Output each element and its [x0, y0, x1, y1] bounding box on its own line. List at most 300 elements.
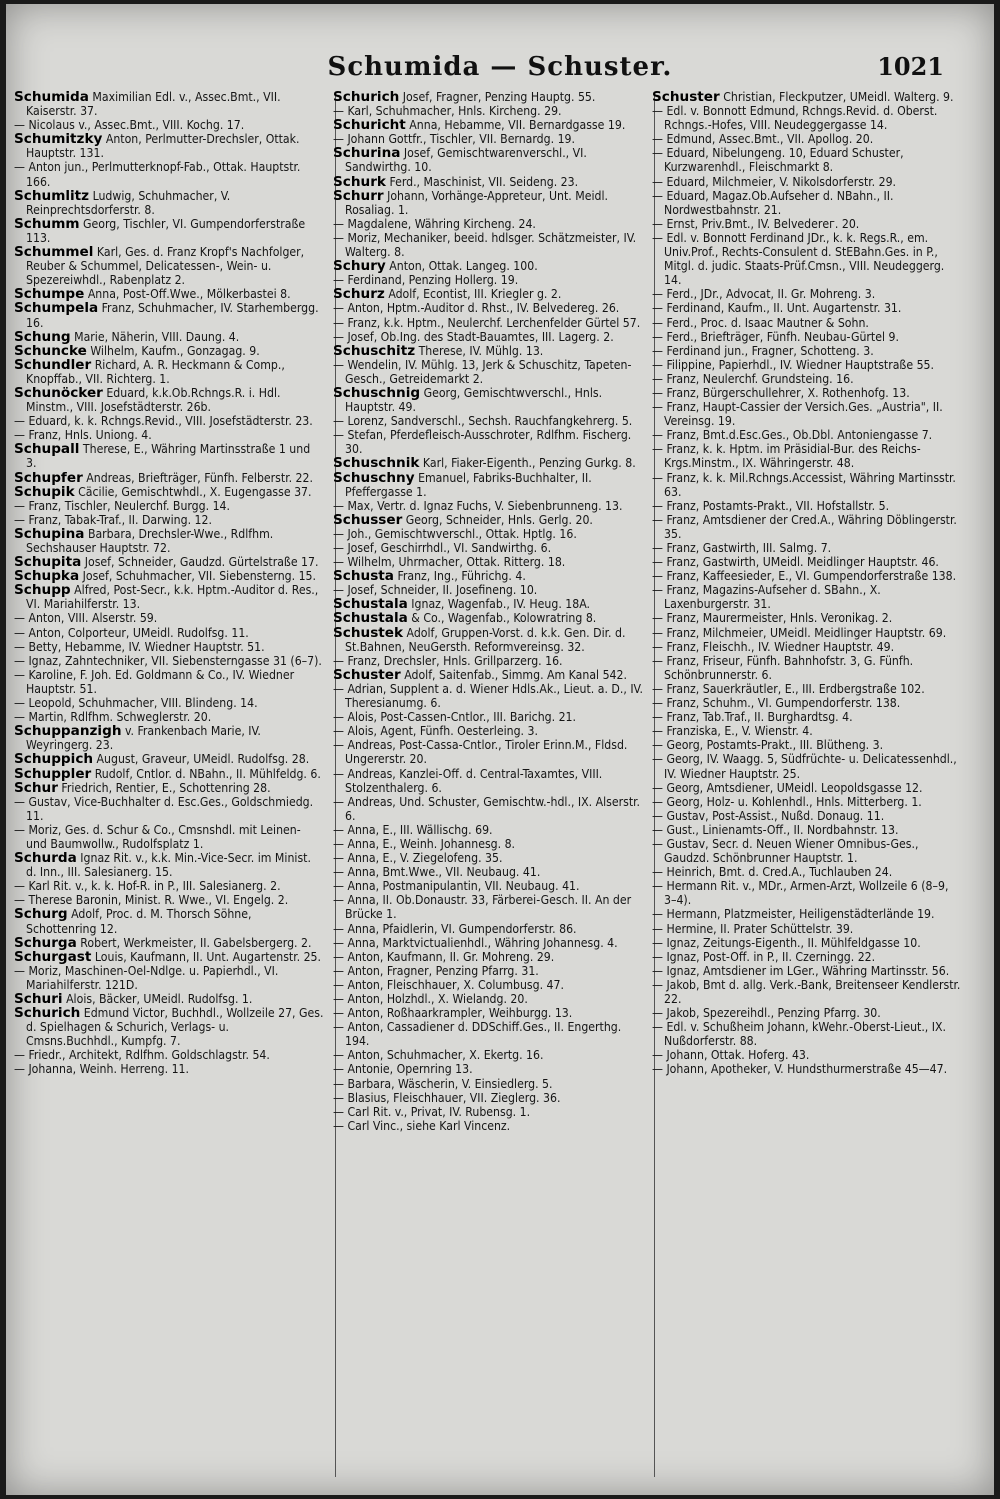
directory-entry [333, 217, 643, 231]
entry-text: Georg, Gemischtwverschl., Hnls. Hauptstr. 49. [345, 385, 603, 415]
entry-text: — Eduard, Milchmeier, V. Nikolsdorferstr. 29. [652, 174, 897, 189]
entry-text: — Franz, k.k. Hptm., Neulerchf. Lerchenfelder Gürtel 57. [333, 315, 641, 330]
directory-entry [14, 217, 324, 245]
entry-surname: Schupina [14, 525, 85, 542]
directory-entry [333, 513, 643, 527]
entry-surname: Schuschnik [333, 455, 420, 472]
directory-entry [333, 724, 643, 738]
directory-entry [333, 456, 643, 470]
directory-entry [652, 344, 962, 358]
directory-entry [652, 795, 962, 809]
entry-text: — Adrian, Supplent a. d. Wiener Hdls.Ak., Lieut. a. D., IV. Theresianumg. 6. [333, 681, 643, 711]
directory-entry [333, 738, 643, 766]
entry-text: — Friedr., Architekt, Rdlfhm. Goldschlagstr. 54. [14, 1048, 270, 1063]
entry-text: — Andreas, Post-Cassa-Cntlor., Tiroler Erinn.M., Fldsd. Ungererstr. 20. [333, 738, 628, 767]
directory-entry [14, 710, 324, 724]
entry-text: Christian, Fleckputzer, UMeidl. Walterg. 9. [723, 90, 954, 104]
page-number: 1021 [877, 52, 944, 81]
directory-entry [652, 175, 962, 189]
entry-surname: Schurina [333, 145, 401, 162]
entry-surname: Schusser [333, 511, 403, 528]
directory-entry [652, 189, 962, 217]
directory-entry [652, 696, 962, 710]
entry-text: — Hermann, Platzmeister, Heiligenstädterlände 19. [652, 907, 935, 922]
entry-text: — Stefan, Pferdefleisch-Ausschroter, Rdlfhm. Fischerg. 30. [333, 428, 632, 457]
entry-text: — Franz, Schuhm., VI. Gumpendorferstr. 138. [652, 696, 901, 711]
entry-text: — Franz, Hnls. Uniong. 4. [14, 428, 152, 443]
directory-entry [14, 696, 324, 710]
directory-entry [14, 428, 324, 442]
directory-entry [652, 950, 962, 964]
directory-entry [14, 851, 324, 879]
entry-text: — Antonie, Opernring 13. [333, 1062, 473, 1077]
directory-entry [14, 964, 324, 992]
entry-text: — Anton jun., Perlmutterknopf-Fab., Ottak. Hauptstr. 166. [14, 160, 301, 189]
directory-entry [333, 767, 643, 795]
column-2 [333, 90, 643, 1480]
entry-text: Adolf, Proc. d. M. Thorsch Söhne, Schottenring 12. [26, 907, 252, 936]
directory-entry [333, 865, 643, 879]
entry-text: — Anna, Postmanipulantin, VII. Neubaug. 41. [333, 879, 580, 894]
directory-entry [652, 611, 962, 625]
entry-text: — Josef, Schneider, II. Josefineng. 10. [333, 583, 538, 598]
entry-text: — Anna, Bmt.Wwe., VII. Neubaug. 41. [333, 865, 541, 880]
directory-entry [652, 555, 962, 569]
entry-text: — Georg, Amtsdiener, UMeidl. Leopoldsgasse 12. [652, 780, 923, 795]
entry-text: — Anton, Colporteur, UMeidl. Rudolfsg. 11. [14, 625, 249, 640]
directory-entry [14, 879, 324, 893]
directory-entry [652, 301, 962, 315]
directory-entry [333, 1062, 643, 1076]
entry-text: Marie, Näherin, VIII. Daung. 4. [74, 329, 240, 344]
entry-surname: Schumlitz [14, 187, 90, 204]
directory-entry [652, 231, 962, 287]
entry-text: August, Graveur, UMeidl. Rudolfsg. 28. [96, 752, 310, 767]
directory-entry [333, 893, 643, 921]
entry-text: Cäcilie, Gemischtwhdl., X. Eugengasse 37. [78, 484, 312, 499]
entry-surname: Schuri [14, 991, 63, 1007]
directory-entry [14, 893, 324, 907]
entry-text: — Moriz, Maschinen-Oel-Ndlge. u. Papierhdl., VI. Mariahilferstr. 121D. [14, 963, 279, 992]
directory-entry [652, 710, 962, 724]
entry-surname: Schuppanzigh [14, 723, 122, 740]
directory-entry [652, 823, 962, 837]
directory-entry [14, 189, 324, 217]
directory-entry [14, 414, 324, 428]
directory-entry [14, 555, 324, 569]
entry-text: — Anton, Holzhdl., X. Wielandg. 20. [333, 992, 528, 1006]
entry-text: — Edl. v. Bonnott Edmund, Rchngs.Revid. d. Oberst. Rchngs.-Hofes, VIII. Neudeggergasse 14. [652, 104, 938, 133]
entry-text: Georg, Schneider, Hnls. Gerlg. 20. [405, 512, 593, 527]
directory-entry [652, 724, 962, 738]
directory-entry [652, 132, 962, 146]
entry-text: — Edl. v. Bonnott Ferdinand JDr., k. k. Regs.R., em. Univ.Prof., Rechts-Consulent d. StEBahn.Ges. in P., Mitgl. d. judic. Staats-Prüf.Cmsn., VIII. Neudeggerg. 14. [652, 230, 945, 288]
directory-entry [333, 132, 643, 146]
entry-surname: Schuster [333, 666, 401, 683]
entry-text: — Lorenz, Sandverschl., Sechsh. Rauchfangkehrerg. 5. [333, 414, 633, 429]
entry-surname: Schustala [333, 610, 408, 627]
entry-text: — Carl Rit. v., Privat, IV. Rubensg. 1. [333, 1104, 531, 1119]
entry-text: — Jakob, Bmt d. allg. Verk.-Bank, Breitenseer Kendlerstr. 22. [652, 977, 961, 1006]
directory-entry [14, 781, 324, 795]
directory-entry [333, 950, 643, 964]
directory-entry [14, 611, 324, 625]
entry-text: — Leopold, Schuhmacher, VIII. Blindeng. 14. [14, 696, 258, 711]
directory-entry [14, 767, 324, 781]
entry-text: — Franz, k. k. Mil.Rchngs.Accessist, Währing Martinsstr. 63. [652, 470, 956, 499]
entry-text: Richard, A. R. Heckmann & Comp., Knopffab., VII. Richterg. 1. [26, 357, 285, 386]
entry-text: Georg, Tischler, VI. Gumpendorferstraße 113. [26, 216, 306, 245]
entry-text: & Co., Wagenfab., Kolowratring 8. [411, 611, 597, 626]
directory-entry [333, 710, 643, 724]
entry-surname: Schupita [14, 554, 82, 571]
directory-entry [14, 287, 324, 301]
directory-entry [333, 273, 643, 287]
entry-text: Maximilian Edl. v., Assec.Bmt., VII. Kaiserstr. 37. [26, 90, 281, 119]
directory-entry [333, 541, 643, 555]
directory-entry [652, 865, 962, 879]
entry-text: — Johann Gottfr., Tischler, VII. Bernardg. 19. [333, 132, 576, 147]
entry-text: — Ignaz, Amtsdiener im LGer., Währing Martinsstr. 56. [652, 963, 950, 978]
directory-entry [652, 1048, 962, 1062]
directory-entry [14, 907, 324, 935]
directory-entry [652, 626, 962, 640]
entry-text: — Franz, Magazins-Aufseher d. SBahn., X. Laxenburgerstr. 31. [652, 583, 881, 612]
directory-entry [333, 287, 643, 301]
entry-text: — Anna, II. Ob.Donaustr. 33, Färberei-Gesch. II. An der Brücke 1. [333, 893, 632, 922]
directory-entry [333, 1119, 643, 1133]
entry-text: — Anna, Pfaidlerin, VI. Gumpendorferstr. 86. [333, 921, 577, 936]
directory-entry [652, 738, 962, 752]
entry-surname: Schurga [14, 934, 77, 951]
directory-entry [333, 668, 643, 682]
entry-text: Rudolf, Cntlor. d. NBahn., II. Mühlfeldg. 6. [94, 766, 321, 781]
directory-entry [652, 104, 962, 132]
entry-surname: Schuppich [14, 751, 94, 768]
entry-text: — Magdalene, Währing Kircheng. 24. [333, 216, 536, 231]
directory-entry [14, 654, 324, 668]
entry-surname: Schumitzky [14, 131, 103, 148]
directory-entry [652, 752, 962, 780]
entry-text: — Therese Baronin, Minist. R. Wwe., VI. Engelg. 2. [14, 893, 289, 908]
directory-entry [14, 936, 324, 950]
entry-text: — Ignaz, Zahntechniker, VII. Siebensterngasse 31 (6–7). [14, 653, 322, 668]
directory-entry [333, 795, 643, 823]
directory-entry [14, 132, 324, 160]
directory-entry [333, 499, 643, 513]
directory-entry [333, 104, 643, 118]
entry-surname: Schumida [14, 90, 89, 105]
entry-text: — Franziska, E., V. Wienstr. 4. [652, 724, 813, 739]
directory-entry [333, 189, 643, 217]
entry-text: Louis, Kaufmann, II. Unt. Augartenstr. 25. [94, 949, 322, 964]
directory-entry [333, 471, 643, 499]
entry-text: — Anna, E., Weinh. Johannesg. 8. [333, 836, 516, 851]
entry-surname: Schumm [14, 215, 80, 232]
entry-text: — Ferdinand jun., Fragner, Schotteng. 3. [652, 343, 874, 358]
entry-text: — Anton, VIII. Alserstr. 59. [14, 611, 158, 626]
entry-text: — Moriz, Ges. d. Schur & Co., Cmsnshdl. mit Leinen- und Baumwollw., Rudolfsplatz 1. [14, 822, 301, 851]
entry-text: — Franz, Fleischh., IV. Wiedner Hauptstr. 49. [652, 639, 895, 654]
directory-entry [652, 879, 962, 907]
directory-entry [14, 330, 324, 344]
entry-text: Adolf, Gruppen-Vorst. d. k.k. Gen. Dir. d. St.Bahnen, NeuGersth. Reformvereinsg. 32. [345, 625, 626, 654]
directory-entry [652, 1062, 962, 1076]
entry-text: Therese, E., Währing Martinsstraße 1 und 3. [26, 442, 311, 471]
entry-surname: Schupfer [14, 469, 83, 486]
entry-surname: Schupall [14, 441, 80, 458]
entry-text: — Carl Vinc., siehe Karl Vincenz. [333, 1118, 511, 1133]
entry-text: — Max, Vertr. d. Ignaz Fuchs, V. Siebenbrunneng. 13. [333, 498, 623, 513]
entry-text: — Hermine, II. Prater Schüttelstr. 39. [652, 921, 854, 936]
directory-entry [652, 1006, 962, 1020]
entry-text: — Nicolaus v., Assec.Bmt., VIII. Kochg. 17. [14, 118, 245, 133]
entry-surname: Schurg [14, 906, 68, 923]
entry-text: — Franz, Amtsdiener der Cred.A., Währing Döblingerstr. 35. [652, 512, 957, 541]
entry-text: Friedrich, Rentier, E., Schottenring 28. [61, 780, 271, 795]
entry-text: — Franz, Gastwirth, III. Salmg. 7. [652, 541, 832, 555]
directory-entry [333, 118, 643, 132]
directory-entry [652, 654, 962, 682]
entry-text: Ignaz Rit. v., k.k. Min.-Vice-Secr. im Minist. d. Inn., III. Salesianerg. 15. [26, 851, 311, 880]
directory-entry [652, 400, 962, 428]
entry-text: Alfred, Post-Secr., k.k. Hptm.-Auditor d. Res., VI. Mariahilferstr. 13. [26, 583, 319, 612]
directory-entry [14, 950, 324, 964]
entry-text: — Johann, Apotheker, V. Hundsthurmerstraße 45—47. [652, 1062, 948, 1077]
directory-entry [14, 1006, 324, 1048]
directory-entry [652, 372, 962, 386]
entry-surname: Schuncke [14, 342, 87, 359]
entry-text: — Anton, Hptm.-Auditor d. Rhst., IV. Belvedereg. 26. [333, 301, 620, 316]
entry-text: — Wilhelm, Uhrmacher, Ottak. Ritterg. 18. [333, 555, 566, 570]
directory-entry [14, 485, 324, 499]
entry-text: — Karl Rit. v., k. k. Hof-R. in P., III. Salesianerg. 2. [14, 879, 281, 894]
entry-text: Josef, Schuhmacher, VII. Siebensterng. 15. [82, 569, 316, 584]
entry-text: — Georg, Postamts-Prakt., III. Blütheng. 3. [652, 738, 884, 753]
directory-entry [14, 795, 324, 823]
entry-surname: Schuster [652, 90, 720, 105]
directory-entry [333, 555, 643, 569]
directory-entry [14, 358, 324, 386]
entry-text: Josef, Fragner, Penzing Hauptg. 55. [402, 90, 596, 104]
entry-text: — Blasius, Fleischhauer, VII. Zieglerg. 36. [333, 1090, 561, 1105]
directory-entry [652, 428, 962, 442]
directory-entry [14, 724, 324, 752]
entry-surname: Schurr [333, 187, 384, 204]
directory-entry [652, 541, 962, 555]
directory-entry [333, 851, 643, 865]
directory-entry [333, 344, 643, 358]
entry-surname: Schuricht [333, 117, 406, 134]
entry-text: Karl, Fiaker-Eigenth., Penzing Gurkg. 8. [422, 456, 636, 471]
directory-entry [652, 1020, 962, 1048]
entry-text: — Georg, IV. Waagg. 5, Südfrüchte- u. Delicatessenhdl., IV. Wiedner Hauptstr. 25. [652, 752, 957, 781]
entry-text: — Anna, E., III. Wällischg. 69. [333, 822, 493, 837]
entry-text: — Franz, Gastwirth, UMeidl. Meidlinger Hauptstr. 46. [652, 555, 939, 570]
directory-entry [652, 964, 962, 978]
entry-surname: Schupik [14, 483, 75, 500]
entry-text: — Ernst, Priv.Bmt., IV. Belvederег. 20. [652, 216, 860, 231]
directory-entry [14, 386, 324, 414]
directory-entry [333, 569, 643, 583]
entry-text: — Filippine, Papierhdl., IV. Wiedner Hauptstraße 55. [652, 357, 934, 372]
entry-surname: Schummel [14, 244, 94, 261]
directory-entry [652, 837, 962, 865]
entry-text: Edmund Victor, Buchhdl., Wollzeile 27, Ges. d. Spielhagen & Schurich, Verlags- u. Cmsns.Buchhdl., Kumpfg. 7. [26, 1006, 324, 1049]
entry-text: — Anton, Schuhmacher, X. Ekertg. 16. [333, 1048, 544, 1063]
entry-text: — Ferdinand, Kaufm., II. Unt. Augartenstr. 31. [652, 301, 902, 316]
entry-text: — Georg, Holz- u. Kohlenhdl., Hnls. Mitterberg. 1. [652, 794, 922, 809]
entry-surname: Schurk [333, 173, 386, 190]
directory-entry [652, 583, 962, 611]
directory-entry [652, 471, 962, 499]
entry-text: — Gustav, Secr. d. Neuen Wiener Omnibus-Ges., Gaudzd. Schönbrunner Hauptstr. 1. [652, 836, 919, 866]
entry-text: — Franz, Tabak-Traf., II. Darwing. 12. [14, 512, 212, 527]
entry-text: — Heinrich, Bmt. d. Cred.A., Tuchlauben 24. [652, 865, 893, 880]
entry-text: — Eduard, Magaz.Ob.Aufseher d. NBahn., II. Nordwestbahnstr. 21. [652, 188, 894, 217]
directory-entry [14, 1062, 324, 1076]
entry-surname: Schung [14, 328, 71, 345]
entry-text: — Franz, Kaffeesieder, E., VI. Gumpendorferstraße 138. [652, 569, 957, 584]
directory-entry [652, 90, 962, 104]
directory-entry [333, 1048, 643, 1062]
directory-entry [333, 358, 643, 386]
entry-surname: Schurz [333, 286, 385, 303]
directory-entry [333, 597, 643, 611]
entry-text: Franz, Ing., Führichg. 4. [397, 569, 526, 584]
directory-entry [333, 626, 643, 654]
directory-entry [652, 682, 962, 696]
entry-text: — Johanna, Weinh. Herreng. 11. [14, 1062, 190, 1077]
directory-entry [14, 668, 324, 696]
directory-entry [333, 414, 643, 428]
entry-text: — Ferdinand, Penzing Hollerg. 19. [333, 273, 519, 288]
entry-text: — Franz, Haupt-Cassier der Versich.Ges. „Austria", II. Vereinsg. 19. [652, 400, 943, 429]
directory-entry [14, 1048, 324, 1062]
directory-entry [14, 118, 324, 132]
page-header [6, 52, 994, 92]
entry-text: — Franz, Tab.Traf., II. Burghardtsg. 4. [652, 710, 853, 725]
entry-text: v. Frankenbach Marie, IV. Weyringerg. 23. [26, 724, 261, 753]
entry-surname: Schurich [333, 90, 400, 105]
entry-text: Barbara, Drechsler-Wwe., Rdlfhm. Sechshauser Hauptstr. 72. [26, 526, 274, 555]
directory-entry [652, 513, 962, 541]
entry-surname: Schumpela [14, 300, 99, 317]
directory-entry [652, 358, 962, 372]
directory-entry [652, 922, 962, 936]
entry-surname: Schundler [14, 356, 92, 373]
directory-entry [333, 386, 643, 414]
directory-entry [14, 301, 324, 329]
entry-text: — Betty, Hebamme, IV. Wiedner Hauptstr. 51. [14, 639, 265, 654]
entry-text: — Franz, Tischler, Neulerchf. Burgg. 14. [14, 498, 231, 513]
entry-text: Anton, Perlmutter-Drechsler, Ottak. Hauptstr. 131. [26, 132, 300, 161]
entry-text: — Hermann Rit. v., MDr., Armen-Arzt, Wollzeile 6 (8–9, 3–4). [652, 879, 949, 908]
directory-entry [333, 259, 643, 273]
entry-surname: Schurda [14, 850, 77, 867]
entry-text: — Anna, Marktvictualienhdl., Währing Johannesg. 4. [333, 935, 618, 950]
entry-text: — Anton, Cassadiener d. DDSchiff.Ges., II. Engerthg. 194. [333, 1020, 622, 1049]
entry-text: — Franz, Neulerchf. Grundsteing. 16. [652, 371, 854, 386]
entry-text: — Franz, Bürgerschullehrer, X. Rothenhofg. 13. [652, 385, 910, 400]
entry-text: — Ignaz, Post-Off. in P., II. Czerningg. 22. [652, 949, 876, 964]
directory-entry [652, 217, 962, 231]
entry-text: — Gustav, Post-Assist., Nußd. Donaug. 11. [652, 808, 885, 823]
entry-text: Robert, Werkmeister, II. Gabelsbergerg. 2. [80, 935, 312, 950]
entry-text: — Josef, Ob.Ing. des Stadt-Bauamtes, III. Lagerg. 2. [333, 329, 614, 344]
entry-text: Alois, Bäcker, UMeidl. Rudolfsg. 1. [66, 992, 253, 1006]
entry-text: — Franz, Maurermeister, Hnls. Veronikag. 2. [652, 611, 893, 626]
directory-entry [652, 978, 962, 1006]
entry-text: Josef, Schneider, Gaudzd. Gürtelstraße 17. [84, 555, 319, 570]
entry-text: Adolf, Econtist, III. Kriegler g. 2. [388, 287, 562, 302]
entry-text: — Moriz, Mechaniker, beeid. hdlsger. Schätzmeister, IV. Walterg. 8. [333, 230, 637, 260]
directory-entry [333, 978, 643, 992]
entry-text: — Anton, Roßhaarkrampler, Weihburgg. 13. [333, 1006, 573, 1021]
entry-text: — Edl. v. Schußheim Johann, kWehr.-Oberst-Lieut., IX. Nußdorferstr. 88. [652, 1020, 946, 1049]
entry-surname: Schur [14, 779, 58, 796]
directory-entry [14, 823, 324, 851]
directory-entry [652, 146, 962, 174]
directory-entry [333, 175, 643, 189]
entry-text: — Johann, Ottak. Hoferg. 43. [652, 1048, 810, 1063]
directory-entry [652, 640, 962, 654]
directory-entry [333, 428, 643, 456]
directory-entry [14, 499, 324, 513]
entry-surname: Schupka [14, 568, 80, 585]
directory-entry [333, 90, 643, 104]
entry-text: Andreas, Briefträger, Fünfh. Felberstr. 22. [86, 470, 313, 485]
entry-surname: Schurich [14, 1005, 81, 1022]
entry-text: — Ferd., JDr., Advocat, II. Gr. Mohreng. 3. [652, 287, 876, 302]
directory-entry [652, 442, 962, 470]
entry-surname: Schustek [333, 624, 404, 641]
entry-text: Ludwig, Schuhmacher, V. Reinprechtsdorferstr. 8. [26, 188, 231, 217]
entry-text: — Wendelin, IV. Mühlg. 13, Jerk & Schuschitz, Tapeten-Gesch., Getreidemarkt 2. [333, 357, 632, 386]
entry-surname: Schuschny [333, 469, 415, 486]
directory-entry [333, 1105, 643, 1119]
directory-entry [652, 781, 962, 795]
entry-text: — Andreas, Kanzlei-Off. d. Central-Taxamtes, VIII. Stolzenthalerg. 6. [333, 766, 603, 795]
directory-entry [333, 823, 643, 837]
entry-text: — Franz, Milchmeier, UMeidl. Meidlinger Hauptstr. 69. [652, 625, 947, 640]
directory-entry [333, 1091, 643, 1105]
directory-entry [652, 330, 962, 344]
entry-text: — Barbara, Wäscherin, V. Einsiedlerg. 5. [333, 1076, 553, 1091]
entry-surname: Schury [333, 258, 386, 275]
directory-entry [652, 499, 962, 513]
directory-entry [333, 1006, 643, 1020]
directory-entry [333, 231, 643, 259]
directory-entry [333, 964, 643, 978]
entry-text: — Joh., Gemischtwverschl., Ottak. Hptlg. 16. [333, 526, 577, 541]
entry-text: Anton, Ottak. Langeg. 100. [389, 259, 538, 274]
entry-text: Wilhelm, Kaufm., Gonzagag. 9. [90, 343, 260, 358]
entry-text: — Franz, k. k. Hptm. im Präsidial-Bur. des Reichs-Krgs.Minstm., IX. Währingerstr. 48. [652, 442, 921, 471]
entry-text: — Franz, Bmt.d.Esc.Ges., Ob.Dbl. Antoniengasse 7. [652, 428, 933, 443]
entry-surname: Schunöcker [14, 384, 103, 401]
directory-entry [652, 569, 962, 583]
entry-text: — Ferd., Briefträger, Fünfh. Neubau-Gürtel 9. [652, 329, 899, 344]
entry-text: Franz, Schuhmacher, IV. Starhembergg. 16. [26, 301, 319, 330]
directory-entry [14, 513, 324, 527]
entry-text: — Martin, Rdlfhm. Schweglerstr. 20. [14, 710, 212, 725]
directory-entry [333, 682, 643, 710]
entry-text: — Anna, E., V. Ziegelofeng. 35. [333, 851, 503, 866]
directory-entry [652, 287, 962, 301]
directory-entry [14, 90, 324, 118]
directory-entry [333, 1077, 643, 1091]
